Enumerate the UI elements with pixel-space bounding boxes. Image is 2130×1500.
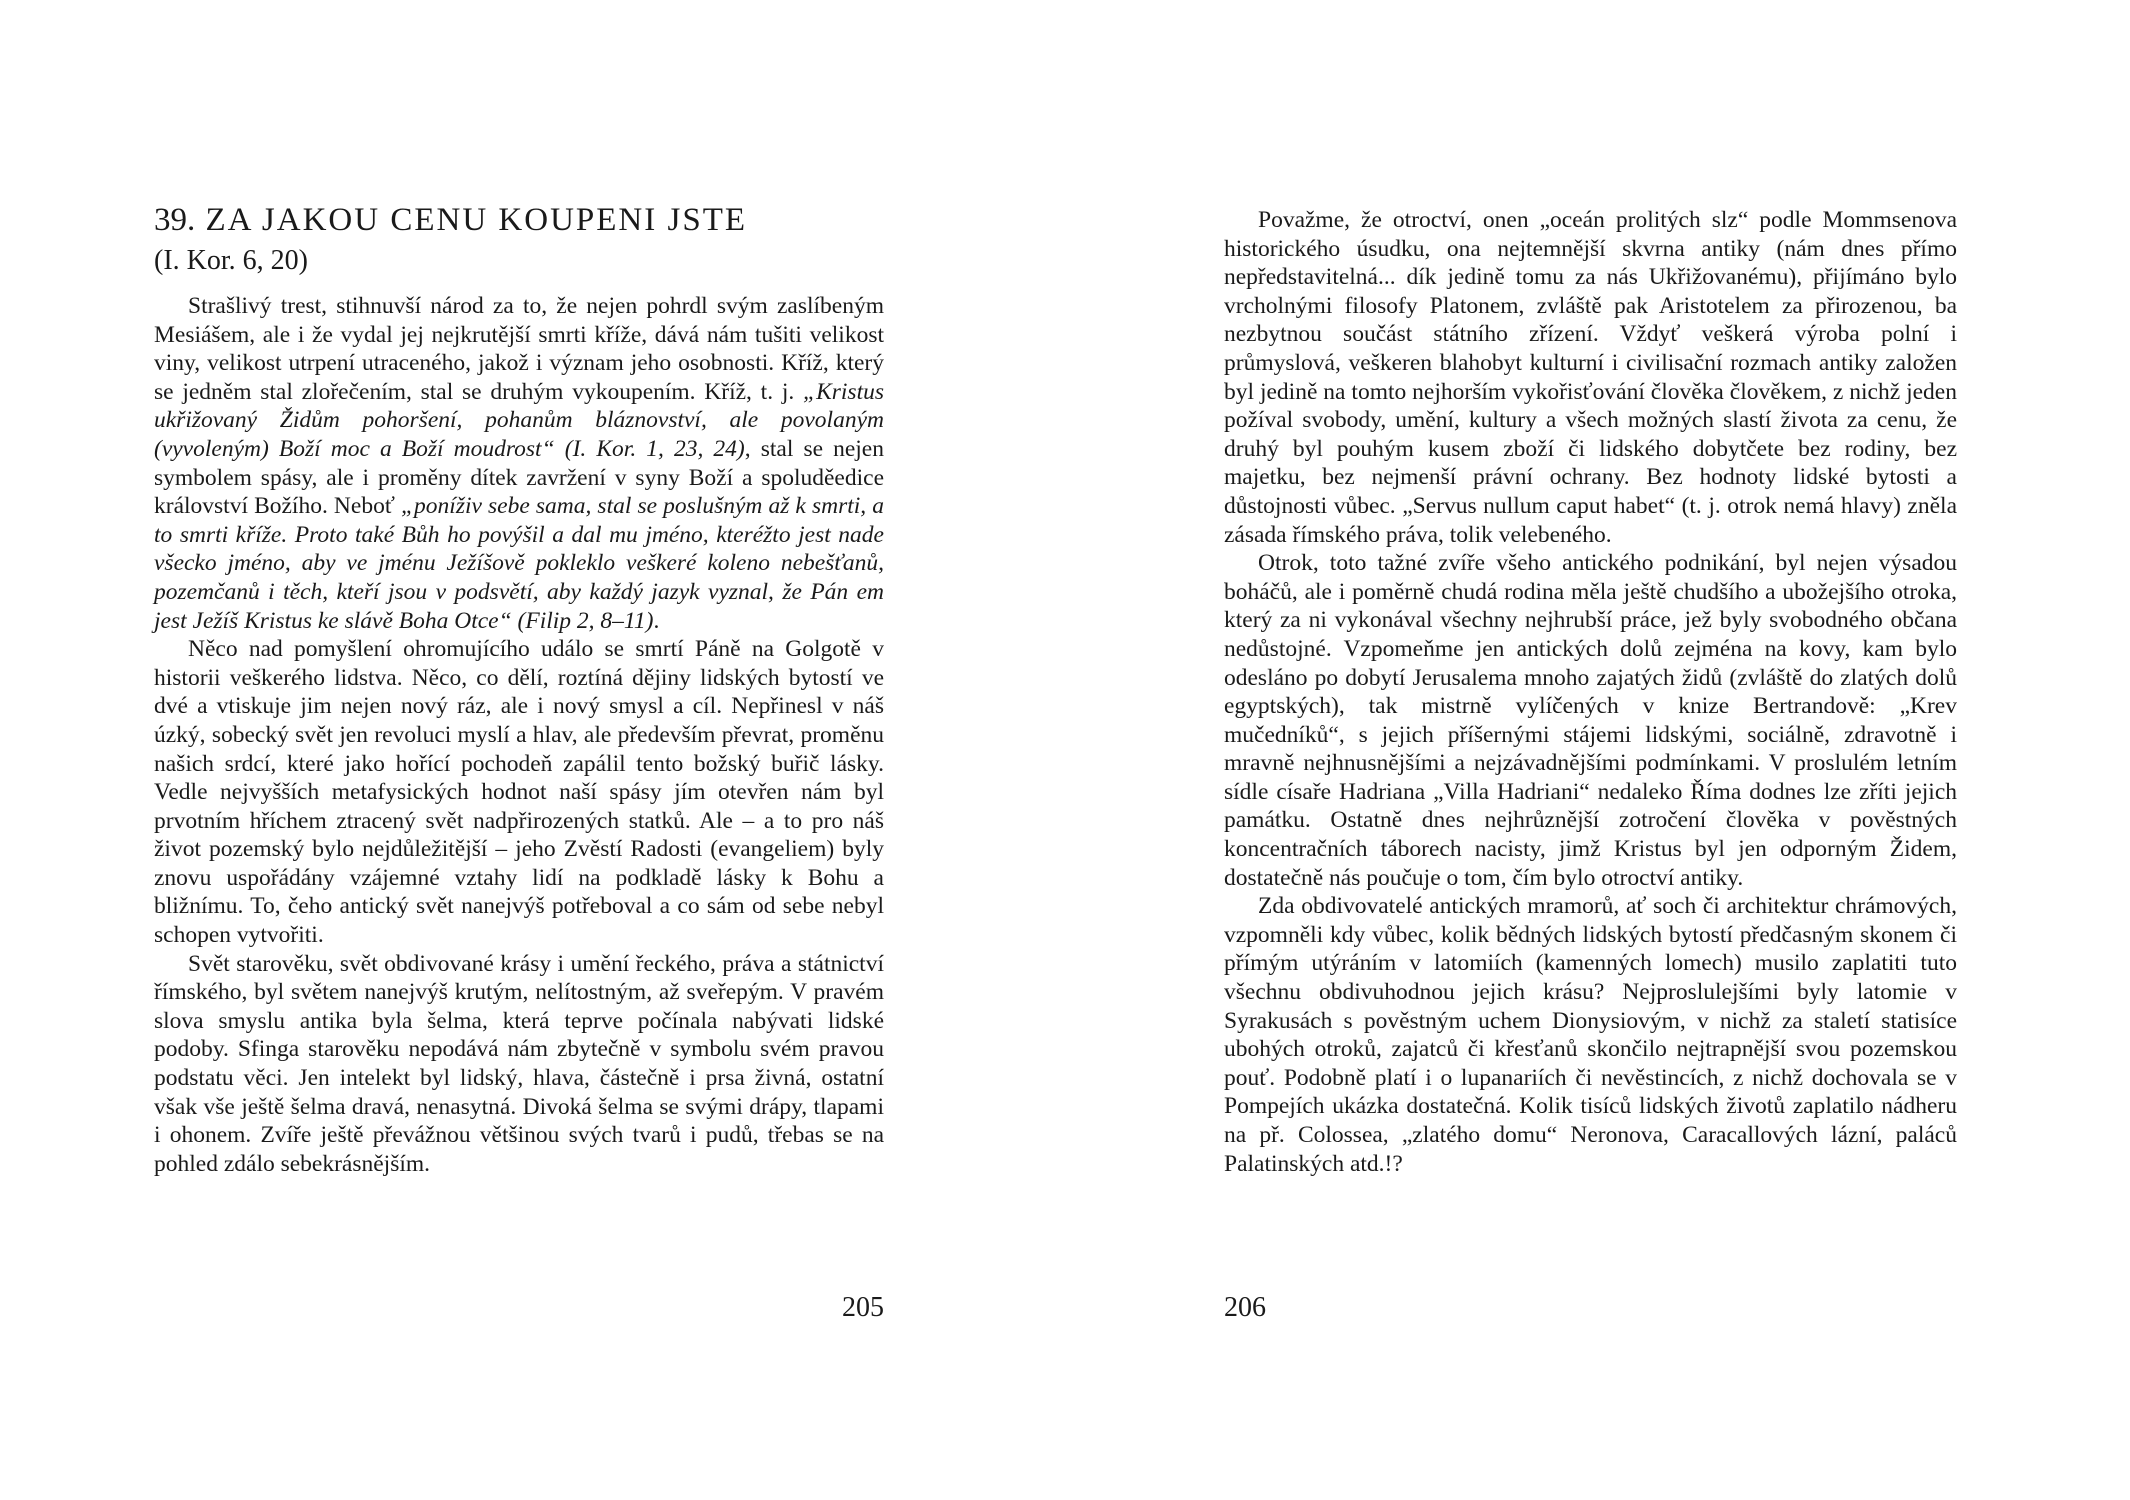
right-page bbox=[1224, 0, 1957, 1500]
body-paragraph bbox=[1224, 892, 1957, 1178]
left-page-body bbox=[154, 292, 884, 1178]
text-run: . bbox=[653, 607, 660, 634]
right-page-body bbox=[1224, 206, 1957, 1178]
body-paragraph bbox=[1224, 206, 1957, 549]
text-run: , stal se nejen symbolem spásy, ale i proměny dítek zavržení v syny Boží a spoluděedice království Božího. Neboť bbox=[154, 435, 884, 520]
chapter-title: ZA JAKOU CENU KOUPENI JSTE bbox=[205, 202, 748, 238]
chapter-reference: (I. Kor. 6, 20) bbox=[154, 245, 308, 276]
body-paragraph bbox=[154, 635, 884, 950]
text-run: Strašlivý trest, stihnuvší národ za to, že nejen pohrdl svým zaslíbeným Mesiášem, ale i že vydal jej nejkrutější smrti kříže, dává nám tušiti velikost viny, velikost utrpení utraceného, jakož i význam jeho osobnosti. Kříž, který se jedněm stal zlořečením, stal se druhým vykoupením. Kříž, t. j. bbox=[154, 293, 884, 405]
body-paragraph bbox=[154, 292, 884, 635]
text-run: Svět starověku, svět obdivované krásy i umění řeckého, práva a státnictví římského, byl světem nanejvýš krutým, nelítostným, až sveřepým. V pravém slova smyslu antika byla šelma, která teprve počínala nabývati lidské podoby. Sfinga starověku nepodává nám zbytečně v symbolu svém pravou podstatu věci. Jen intelekt byl lidský, hlava, částečně i prsa živná, ostatní však vše ještě šelma dravá, nenasytná. Divoká šelma se svými drápy, tlapami i ohonem. Zvíře ještě převážnou většinou svých tvarů i pudů, třebas se na pohled zdálo sebekrásnějším. bbox=[154, 950, 884, 1177]
text-run: Otrok, toto tažné zvíře všeho antického podnikání, byl nejen výsadou boháčů, ale i poměrně chudá rodina měla ještě chudšího a ubožejšího otroka, který za ni vykonával všechny nejhrubší práce, jež byly svobodného občana nedůstojné. Vzpomeňme jen antických dolů zejména na kovy, kam bylo odesláno po dobytí Jerusalema mnoho zajatých židů (zvláště do zlatých dolů egyptských), tak mistrně vylíčených v knize Bertrandově: „Krev mučedníků“, s jejich příšernými stájemi lidskými, sociálně, zdravotně i mravně nejhnusnějšími a nejzávadnějšími podmínkami. V proslulém letním sídle císaře Hadriana „Villa Hadriani“ nedaleko Říma dodnes lze zříti jejich památku. Ostatně dnes nejhrůznější zotročení člověka v pověstných koncentračních táborech nacisty, jimž Kristus byl jen odporným Židem, dostatečně nás poučuje o tom, čím bylo otroctví antiky. bbox=[1224, 550, 1957, 891]
body-paragraph bbox=[154, 950, 884, 1179]
text-run: Považme, že otroctví, onen „oceán prolitých slz“ podle Mommsenova historického úsudku, ona nejtemnější skvrna antiky (nám dnes přímo nepředstavitelná... dík jedině tomu za nás Ukřižovanému), přijímáno bylo vrcholnými filosofy Platonem, zvláště pak Aristotelem za přirozenou, ba nezbytnou součást státního zřízení. Vždyť veškerá výroba polní i průmyslová, veškeren blahobyt kulturní i civilisační rozmach antiky založen byl jedině na tomto nejhorším vykořisťování člověka člověkem, z nichž jeden požíval svobody, umění, kultury a všech možných slastí života za cenu, že druhý byl pouhým kusem zboží či lidského dobytčete bez rodiny, bez majetku, bez nejmenší právní ochrany. Bez hodnoty lidské bytosti a důstojnosti vůbec. „Servus nullum caput habet“ (t. j. otrok nemá hlavy) zněla zásada římského práva, tolik velebeného. bbox=[1224, 207, 1957, 548]
page-number: 205 bbox=[842, 1292, 884, 1323]
chapter-number: 39. bbox=[154, 202, 196, 238]
scripture-quote: „poníživ sebe sama, stal se poslušným až k smrti, a to smrti kříže. Proto také Bůh ho povýšil a dal mu jméno, kteréžto jest nade všecko jméno, aby ve jménu Ježíšově pokleklo veškeré koleno nebešťanů, pozemčanů i těch, kteří jsou v podsvětí, aby každý jazyk vyznal, že Pán em jest Ježíš Kristus ke slávě Boha Otce“ (Filip 2, 8–11) bbox=[154, 493, 884, 634]
scripture-quote: „Kristus ukřižovaný Židům pohoršení, pohanům bláznovství, ale povolaným (vyvoleným) Boží moc a Boží moudrost“ (I. Kor. 1, 23, 24) bbox=[154, 378, 884, 462]
left-page bbox=[154, 0, 884, 1500]
chapter-heading bbox=[154, 200, 884, 240]
text-run: Něco nad pomyšlení ohromujícího událo se smrtí Páně na Golgotě v historii veškerého lidstva. Něco, co dělí, roztíná dějiny lidských bytostí ve dvé a vtiskuje jim nejen nový ráz, ale i nový smysl a cíl. Nepřinesl v náš úzký, sobecký svět jen revoluci myslí a hlav, ale především převrat, proměnu našich srdcí, které jako hořící pochodeň zapálil tento božský buřič lásky. Vedle nejvyšších metafysických hodnot naší spásy jím otevřen nám byl prvotním hříchem ztracený svět nadpřirozených statků. Ale – a to pro náš život pozemský bylo nejdůležitější – jeho Zvěstí Radosti (evangeliem) byly znovu uspořádány vzájemné vztahy lidí na podkladě lásky k Bohu a bližnímu. To, čeho antický svět nanejvýš potřeboval a co sám od sebe nebyl schopen vytvořiti. bbox=[154, 636, 884, 949]
page-number: 206 bbox=[1224, 1292, 1266, 1323]
text-run: Zda obdivovatelé antických mramorů, ať soch či architektur chrámových, vzpomněli kdy vůbec, kolik bědných lidských bytostí předčasným skonem či přímým utýráním v latomiích (kamenných lomech) musilo zaplatiti tuto všechnu obdivuhodnou jejich krásu? Nejproslulejšími byly latomie v Syrakusách s pověstným uchem Dionysiovým, v nichž za staletí statisíce ubohých otroků, zajatců či křesťanů skončilo nejtrapnější svou pozemskou pouť. Podobně platí i o lupanariích či nevěstincích, z nichž dochovala se v Pompejích ukázka dostatečná. Kolik tisíců lidských životů zaplatilo nádheru na př. Colossea, „zlatého domu“ Neronova, Caracallových lázní, paláců Palatinských atd.!? bbox=[1224, 893, 1957, 1177]
body-paragraph bbox=[1224, 549, 1957, 892]
